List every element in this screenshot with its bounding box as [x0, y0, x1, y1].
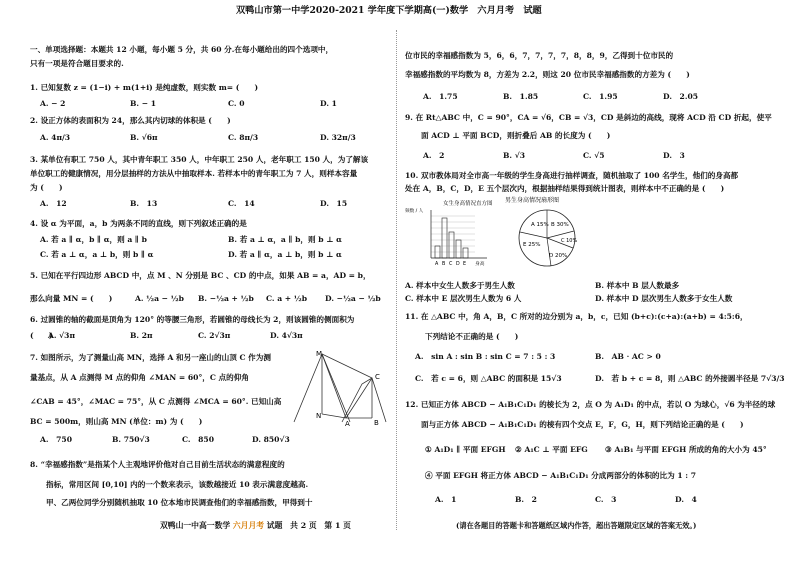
q7-line3: ∠CAB = 45°，∠MAC = 75°，从 C 点测得 ∠MCA = 60°. 已知山高 — [30, 397, 282, 406]
q3-option-b[interactable]: B. 13 — [130, 199, 158, 208]
bar-label-b: B — [442, 262, 446, 267]
section-heading-cont: 只有一项是符合题目要求的. — [30, 59, 124, 68]
mountain-bc-outline — [342, 378, 386, 422]
q12-statement-1: ① A₁D₁ ∥ 平面 EFGH — [425, 445, 506, 454]
q12-option-d[interactable]: D. 4 — [675, 495, 697, 504]
fig-label-c: C — [375, 373, 380, 381]
q12-statement-4: ④ 平面 EFGH 将正方体 ABCD − A₁B₁C₁D₁ 分成两部分的体积的比为 1 : 7 — [425, 471, 697, 480]
q11-option-c[interactable]: C. 若 c = 6，则 △ABC 的面积是 15√3 — [415, 374, 562, 383]
q9-line1: 9. 在 Rt△ABC 中，C = 90°，CA = √6，CB = √3，CD 是斜边的高线，现将 ACD 沿 CD 折起，使平 — [405, 113, 772, 122]
q7-option-c[interactable]: C. 850 — [182, 435, 214, 444]
q4-option-d[interactable]: D. 若 a ∥ α，a ⊥ b，则 b ⊥ α — [228, 250, 342, 259]
q8-option-b[interactable]: B. 1.85 — [503, 92, 539, 101]
fig-label-n: N — [316, 412, 322, 420]
q10-option-a[interactable]: A. 样本中女生人数多于男生人数 — [405, 281, 515, 290]
q8-line3: 甲、乙两位同学分别随机抽取 10 位本地市民调查他们的幸福感指数，甲得到十 — [46, 498, 313, 507]
q8-line1: 8. “幸福感指数”是指某个人主观地评价他对自己目前生活状态的满意程度的 — [30, 460, 285, 469]
footer-notice: (请在各题目的答题卡和答题纸区域内作答，超出答题限定区域的答案无效。) — [456, 521, 697, 530]
q11-option-a[interactable]: A. sin A : sin B : sin C = 7 : 5 : 3 — [415, 352, 556, 361]
q3-line3: 为 ( ) — [30, 183, 63, 192]
q3-option-a[interactable]: A. 12 — [40, 199, 67, 208]
q4-option-a[interactable]: A. 若 a ∥ α，b ∥ α，则 a ∥ b — [40, 235, 147, 244]
footer-exam-name: 六月月考 — [232, 521, 265, 530]
q7-option-b[interactable]: B. 750√3 — [112, 435, 150, 444]
q12-option-b[interactable]: B. 2 — [515, 495, 537, 504]
q8-option-a[interactable]: A. 1.75 — [423, 92, 458, 101]
q2-option-d[interactable]: D. 32π/3 — [320, 133, 356, 142]
column-divider — [396, 30, 397, 530]
footer-course: 双鸭山一中高一数学 — [160, 521, 231, 530]
q11-line1: 11. 在 △ABC 中，角 A，B，C 所对的边分别为 a，b，c，已知 (b+c):(c+a):(a+b) = 4:5:6， — [405, 312, 748, 321]
q10-line1: 10. 双市教体局对全市高一年级的学生身高进行抽样调查，随机抽取了 100 名学生，他们的身高都 — [405, 171, 739, 180]
q6-option-a[interactable]: A. √3π — [48, 331, 76, 340]
q8-line2: 指标，常用区间 [0,10] 内的一个数来表示，该数越接近 10 表示满意度越高. — [46, 480, 309, 489]
q1-stem: 1. 已知复数 z = (1−i) + m(1+i) 是纯虚数，则实数 m= ( ) — [30, 83, 259, 92]
q9-option-a[interactable]: A. 2 — [423, 151, 445, 160]
height-pie-chart — [505, 194, 625, 274]
pie-label-c: C 10% — [561, 238, 578, 244]
q3-line2: 单位职工的健康情况，用分层抽样的方法从中抽取样本. 若样本中的青年职工为 7 人，则样本容量 — [30, 169, 358, 178]
q4-option-b[interactable]: B. 若 a ⊥ α，a ∥ b，则 b ⊥ α — [228, 235, 342, 244]
q12-statement-3: ③ A₁B₁ 与平面 EFGH 所成的角的大小为 45° — [605, 445, 767, 454]
q6-line2: ( ) — [30, 331, 53, 340]
q5-line2: 那么向量 MN = ( ) — [30, 294, 113, 303]
q3-option-c[interactable]: C. 14 — [228, 199, 255, 208]
pie-label-e: E 25% — [523, 242, 541, 248]
q10-option-d[interactable]: D. 样本中 D 层次男生人数多于女生人数 — [595, 294, 733, 303]
q6-stem: 6. 过圆锥的轴的截面是顶角为 120° 的等腰三角形，若圆锥的母线长为 2，则该圆锥的侧面积为 — [30, 315, 355, 324]
q5-option-a[interactable]: A. ½a − ½b — [135, 294, 184, 303]
bar-c — [449, 232, 454, 258]
q1-option-d[interactable]: D. 1 — [320, 99, 337, 108]
q5-option-c[interactable]: C. a + ½b — [266, 294, 307, 303]
mountain-figure — [292, 348, 388, 428]
exam-title: 双鸭山市第一中学2020-2021 学年度下学期高(一)数学 六月月考 试题 — [236, 5, 542, 16]
q7-option-d[interactable]: D. 850√3 — [252, 435, 290, 444]
q11-line2: 下列结论不正确的是 ( ) — [425, 332, 519, 341]
pie-divider-2 — [547, 231, 574, 238]
q12-option-a[interactable]: A. 1 — [435, 495, 457, 504]
pie-divider-5 — [520, 232, 547, 238]
bar-chart-grid — [431, 216, 475, 252]
q1-option-c[interactable]: C. 0 — [228, 99, 245, 108]
q5-option-b[interactable]: B. −½a + ½b — [198, 294, 254, 303]
q1-option-b[interactable]: B. − 1 — [130, 99, 156, 108]
line-ac — [346, 378, 372, 418]
section-heading: 一、单项选择题：本题共 12 小题，每小题 5 分，共 60 分.在每小题给出的四个选项中， — [30, 45, 334, 54]
bar-label-c: C — [449, 262, 453, 267]
q3-line1: 3. 某单位有职工 750 人，其中青年职工 350 人，中年职工 250 人，老年职工 150 人，为了解该 — [30, 155, 369, 164]
pie-label-a: A 15% — [531, 222, 549, 228]
q7-option-a[interactable]: A. 750 — [40, 435, 72, 444]
footer-page-info: 试题 共 2 页 第 1 页 — [266, 521, 351, 530]
q7-line4: BC = 500m，则山高 MN (单位：m) 为 ( ) — [30, 417, 203, 426]
bar-chart-ylabel: 频数 / 人 — [405, 209, 424, 214]
q12-statement-2: ② A₁C ⊥ 平面 EFG — [515, 445, 588, 454]
bar-e — [463, 248, 468, 258]
q12-option-c[interactable]: C. 3 — [595, 495, 617, 504]
bar-label-d: D — [456, 262, 460, 267]
q11-option-d[interactable]: D. 若 b + c = 8，则 △ABC 的外接圆半径是 7√3/3 — [595, 374, 785, 383]
q1-option-a[interactable]: A. − 2 — [40, 99, 66, 108]
q2-option-b[interactable]: B. √6π — [130, 133, 158, 142]
q10-line2: 处在 A，B，C，D，E 五个层次内，根据抽样结果得到统计图表，则样本中不正确的是 ( ) — [405, 184, 725, 193]
fig-label-m: M — [316, 350, 323, 358]
bar-chart-xlabel: 身高 — [475, 262, 485, 267]
q11-option-b[interactable]: B. AB · AC > 0 — [595, 352, 661, 361]
q8-cont-line2: 幸福感指数的平均数为 8，方差为 2.2，则这 20 位市民幸福感指数的方差为 ( ) — [405, 70, 690, 79]
q8-option-d[interactable]: D. 2.05 — [663, 92, 699, 101]
fig-label-a: A — [345, 420, 350, 428]
q12-line1: 12. 已知正方体 ABCD − A₁B₁C₁D₁ 的棱长为 2，点 O 为 A₁D₁ 的中点，若以 O 为球心，√6 为半径的球 — [405, 400, 776, 409]
q9-option-d[interactable]: D. 3 — [663, 151, 685, 160]
q5-line1: 5. 已知在平行四边形 ABCD 中，点 M 、N 分别是 BC 、CD 的中点，如果 AB = a，AD = b， — [30, 271, 371, 280]
q5-option-d[interactable]: D. −½a − ½b — [325, 294, 381, 303]
q2-option-a[interactable]: A. 4π/3 — [40, 133, 71, 142]
q12-line2: 面与正方体 ABCD − A₁B₁C₁D₁ 的棱有四个交点 E，F，G，H，则下列结论正确的是 ( ) — [421, 420, 744, 429]
q6-option-d[interactable]: D. 4√3π — [270, 331, 303, 340]
q10-option-b[interactable]: B. 样本中 B 层人数最多 — [595, 281, 680, 290]
q7-line2: 量基点，从 A 点测得 M 点的仰角 ∠MAN = 60°，C 点的仰角 — [30, 373, 249, 382]
pie-divider-4 — [547, 238, 551, 266]
bar-d — [456, 240, 461, 258]
pie-chart-title: 男生身高情况扇形图 — [505, 197, 560, 204]
q2-stem: 2. 设正方体的表面积为 24，那么其内切球的体积是 ( ) — [30, 116, 231, 125]
bar-chart-title: 女生身高情况直方图 — [443, 201, 493, 207]
q4-option-c[interactable]: C. 若 a ⊥ α，a ⊥ b，则 b ∥ α — [40, 250, 154, 259]
line-na — [322, 414, 346, 418]
pie-label-d: D 20% — [549, 253, 568, 259]
q7-line1: 7. 如图所示，为了测量山高 MN，选择 A 和另一座山的山顶 C 作为测 — [30, 353, 271, 362]
q8-cont-line1: 位市民的幸福感指数为 5，6，6，7，7，7，7，8，8，9，乙得到十位市民的 — [405, 51, 674, 60]
fig-label-b: B — [374, 419, 379, 427]
q10-option-c[interactable]: C. 样本中 E 层次男生人数为 6 人 — [405, 294, 522, 303]
bar-label-e: E — [463, 262, 467, 267]
q9-option-c[interactable]: C. √5 — [583, 151, 605, 160]
q9-option-b[interactable]: B. √3 — [503, 151, 525, 160]
q6-option-c[interactable]: C. 2√3π — [198, 331, 231, 340]
q4-stem: 4. 设 α 为平面，a，b 为两条不同的直线，则下列叙述正确的是 — [30, 219, 247, 228]
q3-option-d[interactable]: D. 15 — [320, 199, 348, 208]
pie-label-b: B 30% — [551, 222, 569, 228]
q2-option-c[interactable]: C. 8π/3 — [228, 133, 259, 142]
q9-line2: 面 ACD ⊥ 平面 BCD，则折叠后 AB 的长度为 ( ) — [421, 131, 611, 140]
footer-left — [160, 522, 351, 530]
bar-label-a: A — [435, 262, 439, 267]
q8-option-c[interactable]: C. 1.95 — [583, 92, 618, 101]
q6-option-b[interactable]: B. 2π — [130, 331, 153, 340]
